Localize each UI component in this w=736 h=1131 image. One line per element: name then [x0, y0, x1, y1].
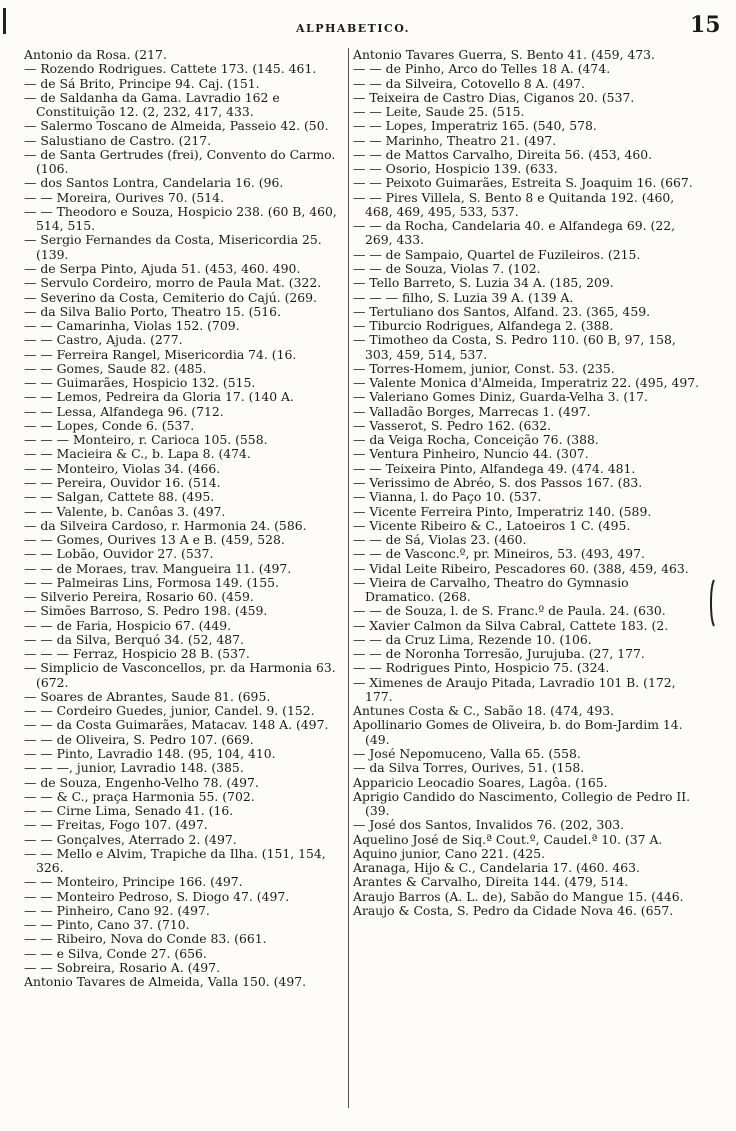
directory-entry: — Tiburcio Rodrigues, Alfandega 2. (388. — [353, 318, 614, 334]
directory-entry: — Vasserot, S. Pedro 162. (632. — [353, 417, 552, 433]
directory-entry: — — de Souza, Violas 7. (102. — [353, 260, 541, 276]
directory-entry: — — Pinto, Lavradio 148. (95, 104, 410. — [24, 746, 276, 762]
directory-entry: — — Cordeiro Guedes, junior, Candel. 9. (152. — [24, 703, 315, 719]
directory-entry: — Servulo Cordeiro, morro de Paula Mat. (322. — [24, 275, 322, 291]
directory-entry: — da Silva Balio Porto, Theatro 15. (516. — [24, 303, 282, 319]
directory-entry: — — Sobreira, Rosario A. (497. — [24, 960, 221, 975]
page-header — [0, 12, 736, 44]
directory-entry: Aprigio Candido do Nascimento, Collegio de Pedro II. (39. — [353, 788, 691, 819]
directory-entry: — — Lessa, Alfandega 96. (712. — [24, 403, 224, 419]
directory-entry: — — — filho, S. Luzia 39 A. (139 A. — [353, 289, 574, 305]
directory-entry: — Timotheo da Costa, S. Pedro 110. (60 B, 97, 158, 303, 459, 514, 537. — [353, 332, 676, 362]
directory-entry: — — da Cruz Lima, Rezende 10. (106. — [353, 631, 592, 647]
directory-entry: — — Macieira & C., b. Lapa 8. (474. — [24, 446, 251, 462]
directory-entry: — — da Costa Guimarães, Matacav. 148 A. (497. — [24, 717, 329, 733]
directory-entry: Apparicio Leocadio Soares, Lagôa. (165. — [353, 774, 608, 790]
directory-entry: — Salustiano de Castro. (217. — [24, 132, 212, 148]
directory-entry: — — Pinheiro, Cano 92. (497. — [24, 902, 210, 918]
directory-entry: — — de Sampaio, Quartel de Fuzileiros. (215. — [353, 246, 641, 262]
directory-entry: — de Saldanha da Gama. Lavradio 162 e Constituição 12. (2, 232, 417, 433. — [24, 89, 280, 120]
directory-entry: — — Marinho, Theatro 21. (497. — [353, 132, 557, 148]
directory-entry: Antonio Tavares Guerra, S. Bento 41. (459, 473. — [353, 47, 655, 62]
directory-entry: — dos Santos Lontra, Candelaria 16. (96. — [24, 175, 284, 191]
directory-entry: — — Pires Villela, S. Bento 8 e Quitanda 192. (460, 468, 469, 495, 533, 537. — [353, 189, 675, 219]
directory-entry: Araujo Barros (A. L. de), Sabão do Mangue 15. (446. — [353, 888, 684, 904]
directory-entry: — — da Rocha, Candelaria 40. e Alfandega 69. (22, 269, 433. — [353, 218, 676, 248]
directory-entry: — — Cirne Lima, Senado 41. (16. — [24, 803, 234, 819]
directory-entry: — — Pinto, Cano 37. (710. — [24, 917, 190, 933]
directory-entry: — Tello Barreto, S. Luzia 34 A. (185, 209. — [353, 275, 614, 291]
directory-entry: Antonio da Rosa. (217. — [24, 47, 167, 62]
directory-entry: — — Moreira, Ourives 70. (514. — [24, 189, 224, 205]
directory-entry: — — Valente, b. Canôas 3. (497. — [24, 503, 226, 519]
directory-entry: — Ximenes de Araujo Pitada, Lavradio 101 B. (172, 177. — [353, 674, 676, 704]
directory-entry: — — da Silva, Berquó 34. (52, 487. — [24, 631, 244, 647]
directory-entry: — — de Pinho, Arco do Telles 18 A. (474. — [353, 61, 611, 77]
directory-entry: — — de Sá, Violas 23. (460. — [353, 532, 527, 548]
directory-entry: — de Sá Brito, Principe 94. Caj. (151. — [24, 75, 260, 91]
directory-entry: — — Palmeiras Lins, Formosa 149. (155. — [24, 574, 279, 590]
directory-entry: — — Castro, Ajuda. (277. — [24, 332, 183, 348]
directory-entry: — — Rodrigues Pinto, Hospicio 75. (324. — [353, 660, 610, 676]
directory-entry: — — de Moraes, trav. Mangueira 11. (497. — [24, 560, 292, 576]
directory-entry: Araujo & Costa, S. Pedro da Cidade Nova 46. (657. — [353, 902, 674, 918]
directory-entry: — Valladão Borges, Marrecas 1. (497. — [353, 403, 591, 419]
directory-entry: — Rozendo Rodrigues. Cattete 173. (145. 461. — [24, 61, 317, 77]
directory-entry: — Teixeira de Castro Dias, Ciganos 20. (537. — [353, 89, 635, 105]
directory-entry: — Severino da Costa, Cemiterio do Cajú. (269. — [24, 289, 317, 305]
directory-entry: — — da Silveira, Cotovello 8 A. (497. — [353, 75, 585, 91]
directory-entry: — José dos Santos, Invalidos 76. (202, 303. — [353, 817, 625, 833]
directory-entry: — — Peixoto Guimarães, Estreita S. Joaquim 16. (667. — [353, 175, 693, 191]
directory-entry: — Valente Monica d'Almeida, Imperatriz 22. (495, 497. — [353, 375, 700, 391]
directory-entry: — Torres-Homem, junior, Const. 53. (235. — [353, 360, 615, 376]
directory-entry: — — Monteiro Pedroso, S. Diogo 47. (497. — [24, 888, 290, 904]
page-number: 15 — [690, 12, 721, 38]
directory-entry: — — Teixeira Pinto, Alfandega 49. (474. 481. — [353, 460, 636, 476]
directory-entry: — — Ribeiro, Nova do Conde 83. (661. — [24, 931, 267, 947]
directory-entry: — Soares de Abrantes, Saude 81. (695. — [24, 688, 271, 704]
directory-entry: Aranaga, Hijo & C., Candelaria 17. (460. 463. — [353, 860, 640, 876]
directory-entry: — — Camarinha, Violas 152. (709. — [24, 318, 240, 334]
directory-entry: — Salermo Toscano de Almeida, Passeio 42. (50. — [24, 118, 329, 134]
directory-entry: — Xavier Calmon da Silva Cabral, Cattete 183. (2. — [353, 617, 669, 633]
directory-entry: — da Silveira Cardoso, r. Harmonia 24. (586. — [24, 517, 307, 533]
directory-entry: — Vianna, l. do Paço 10. (537. — [353, 489, 542, 505]
directory-entry: Antonio Tavares de Almeida, Valla 150. (497. — [24, 974, 307, 990]
directory-entry: — Sergio Fernandes da Costa, Misericordia 25. (139. — [24, 232, 322, 262]
directory-entry: — da Silva Torres, Ourives, 51. (158. — [353, 760, 585, 776]
directory-entry: — — de Noronha Torresão, Jurujuba. (27, 177. — [353, 646, 645, 662]
directory-entry: — — Guimarães, Hospicio 132. (515. — [24, 375, 256, 391]
directory-entry: — — Lemos, Pedreira da Gloria 17. (140 A. — [24, 389, 294, 405]
directory-entry: — — Leite, Saude 25. (515. — [353, 104, 525, 120]
left-column — [24, 48, 348, 990]
directory-entry: — Silverio Pereira, Rosario 60. (459. — [24, 589, 254, 605]
directory-entry: Aquino junior, Cano 221. (425. — [353, 845, 546, 861]
directory-entry: — — Ferreira Rangel, Misericordia 74. (16. — [24, 346, 297, 362]
directory-entry: — — e Silva, Conde 27. (656. — [24, 945, 207, 961]
margin-bracket-mark — [708, 578, 716, 628]
directory-entry: Arantes & Carvalho, Direita 144. (479, 514. — [353, 874, 629, 890]
directory-entry: — Vicente Ribeiro & C., Latoeiros 1 C. (495. — [353, 517, 631, 533]
directory-entry: — Vidal Leite Ribeiro, Pescadores 60. (388, 459, 463. — [353, 560, 689, 576]
directory-entry: — de Souza, Engenho-Velho 78. (497. — [24, 774, 259, 790]
directory-entry: — — Salgan, Cattete 88. (495. — [24, 489, 215, 505]
directory-entry: — — —, junior, Lavradio 148. (385. — [24, 760, 244, 776]
right-column — [353, 48, 700, 918]
directory-entry: — Ventura Pinheiro, Nuncio 44. (307. — [353, 446, 589, 462]
directory-entry: — — Lopes, Imperatriz 165. (540, 578. — [353, 118, 597, 134]
directory-entry: Apollinario Gomes de Oliveira, b. do Bom-Jardim 14. (49. — [353, 717, 683, 747]
directory-entry: Aquelino José de Siq.ª Cout.º, Caudel.ª 10. (37 A. — [353, 831, 663, 847]
directory-entry: — Vicente Ferreira Pinto, Imperatriz 140. (589. — [353, 503, 652, 519]
directory-entry: — — Monteiro, Principe 166. (497. — [24, 874, 243, 890]
directory-entry: — — Theodoro e Souza, Hospicio 238. (60 B, 460, 514, 515. — [24, 203, 337, 234]
directory-entry: — — Monteiro, Violas 34. (466. — [24, 460, 221, 476]
directory-entry: — Vieira de Carvalho, Theatro do Gymnasio Dramatico. (268. — [353, 574, 629, 605]
directory-entry: Antunes Costa & C., Sabão 18. (474, 493. — [353, 703, 615, 719]
directory-entry: — — de Faria, Hospicio 67. (449. — [24, 617, 232, 633]
directory-entry: — — Gomes, Saude 82. (485. — [24, 360, 207, 376]
running-title: ALPHABETICO. — [296, 22, 411, 35]
directory-entry: — Valeriano Gomes Diniz, Guarda-Velha 3. (17. — [353, 389, 648, 405]
directory-entry: — — Mello e Alvim, Trapiche da Ilha. (151, 154, 326. — [24, 845, 326, 876]
directory-entry: — — Lobão, Ouvidor 27. (537. — [24, 546, 214, 562]
directory-entry: — de Santa Gertrudes (frei), Convento do Carmo. (106. — [24, 146, 336, 177]
directory-entry: — — Osorio, Hospicio 139. (633. — [353, 161, 558, 177]
column-divider — [348, 48, 349, 1108]
directory-entry: — — de Oliveira, S. Pedro 107. (669. — [24, 731, 254, 747]
directory-entry: — Tertuliano dos Santos, Alfand. 23. (365, 459. — [353, 303, 651, 319]
directory-entry: — — Lopes, Conde 6. (537. — [24, 417, 195, 433]
directory-entry: — — de Souza, l. de S. Franc.º de Paula. 24. (630. — [353, 603, 666, 619]
directory-entry: — Verissimo de Abréo, S. dos Passos 167. (83. — [353, 474, 643, 490]
directory-entry: — — de Mattos Carvalho, Direita 56. (453, 460. — [353, 146, 653, 162]
directory-entry: — — — Ferraz, Hospicio 28 B. (537. — [24, 646, 250, 662]
directory-entry: — — — Monteiro, r. Carioca 105. (558. — [24, 432, 268, 448]
directory-entry: — da Veiga Rocha, Conceição 76. (388. — [353, 432, 599, 448]
directory-entry: — — & C., praça Harmonia 55. (702. — [24, 788, 255, 804]
directory-entry: — José Nepomuceno, Valla 65. (558. — [353, 746, 581, 762]
directory-entry: — — Gomes, Ourives 13 A e B. (459, 528. — [24, 532, 285, 548]
directory-entry: — Simões Barroso, S. Pedro 198. (459. — [24, 603, 268, 619]
directory-entry: — — Pereira, Ouvidor 16. (514. — [24, 474, 221, 490]
directory-entry: — — Gonçalves, Aterrado 2. (497. — [24, 831, 237, 847]
directory-entry: — — Freitas, Fogo 107. (497. — [24, 817, 208, 833]
directory-entry: — — de Vasconc.º, pr. Mineiros, 53. (493, 497. — [353, 546, 645, 562]
directory-entry: — Simplicio de Vasconcellos, pr. da Harmonia 63. (672. — [24, 660, 336, 690]
directory-entry: — de Serpa Pinto, Ajuda 51. (453, 460. 490. — [24, 260, 301, 276]
